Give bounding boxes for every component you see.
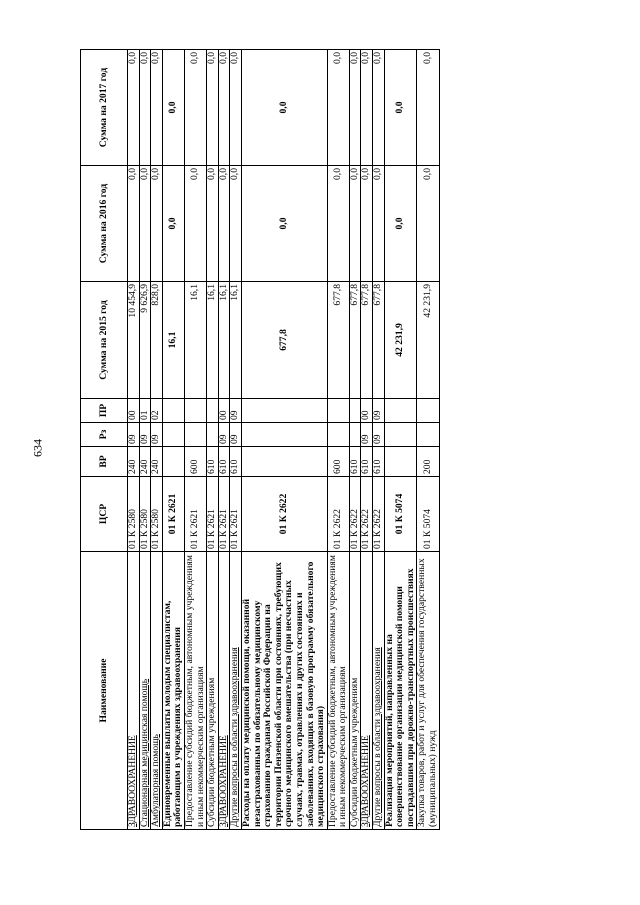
table-row xyxy=(417,50,439,830)
cell-2016: 0,0 xyxy=(384,166,417,282)
table-row xyxy=(230,50,242,830)
cell-2016: 0,0 xyxy=(128,166,140,282)
cell-pr: 09 xyxy=(373,399,385,423)
header-name: Наименование xyxy=(81,552,128,830)
cell-vr: 240 xyxy=(139,447,151,477)
cell-pr xyxy=(417,399,439,423)
cell-vr: 610 xyxy=(207,447,219,477)
cell-2015: 677,8 xyxy=(349,282,361,399)
cell-csr: 01 К 2580 xyxy=(139,477,151,552)
cell-name: Другие вопросы в области здравоохранения xyxy=(373,552,385,830)
cell-rz xyxy=(207,423,219,447)
cell-name: Предоставление субсидий бюджетным, автономным учреждениям и иным некоммерческим организациям xyxy=(327,552,349,830)
table-row xyxy=(384,50,417,830)
cell-name: Стационарная медицинская помощь xyxy=(139,552,151,830)
cell-2016: 0,0 xyxy=(207,166,219,282)
cell-2016: 0,0 xyxy=(151,166,163,282)
cell-2016: 0,0 xyxy=(349,166,361,282)
cell-pr xyxy=(327,399,349,423)
cell-2016: 0,0 xyxy=(218,166,230,282)
cell-vr xyxy=(241,447,327,477)
cell-2016: 0,0 xyxy=(139,166,151,282)
cell-2017: 0,0 xyxy=(184,50,206,166)
cell-2017: 0,0 xyxy=(373,50,385,166)
cell-name: ЗДРАВООХРАНЕНИЕ xyxy=(218,552,230,830)
cell-2016: 0,0 xyxy=(361,166,373,282)
header-2016: Сумма на 2016 год xyxy=(81,166,128,282)
cell-name: Расходы на оплату медицинской помощи, оказанной незастрахованным по обязательному медицинскому страхованию гражданам Российской Федерации на территории Пензенской области при состояниях, требующих срочного медицинского вмешательства (при несчастных случаях, травмах, отравлениях и других состояниях и заболеваниях, входящих в базовую программу обязательного медицинского страхования) xyxy=(241,552,327,830)
cell-csr: 01 К 5074 xyxy=(417,477,439,552)
cell-rz xyxy=(384,423,417,447)
cell-name: Реализация мероприятий, направленных на совершенствование организации медицинской помощи пострадавшим при дорожно-транспортных происшествиях xyxy=(384,552,417,830)
cell-rz: 09 xyxy=(373,423,385,447)
cell-pr: 02 xyxy=(151,399,163,423)
cell-2015: 16,1 xyxy=(218,282,230,399)
cell-csr: 01 К 2621 xyxy=(230,477,242,552)
table-row xyxy=(128,50,140,830)
cell-csr: 01 К 2621 xyxy=(184,477,206,552)
header-vr: ВР xyxy=(81,447,128,477)
cell-2016: 0,0 xyxy=(162,166,184,282)
cell-2015: 677,8 xyxy=(327,282,349,399)
cell-2015: 16,1 xyxy=(162,282,184,399)
cell-2015: 42 231,9 xyxy=(384,282,417,399)
cell-2017: 0,0 xyxy=(151,50,163,166)
header-rz: Рз xyxy=(81,423,128,447)
cell-csr: 01 К 2621 xyxy=(207,477,219,552)
cell-rz xyxy=(349,423,361,447)
cell-name: Закупка товаров, работ и услуг для обеспечения государственных (муниципальных) нужд xyxy=(417,552,439,830)
header-2015: Сумма на 2015 год xyxy=(81,282,128,399)
cell-2017: 0,0 xyxy=(361,50,373,166)
cell-name: Субсидии бюджетным учреждениям xyxy=(349,552,361,830)
cell-2015: 16,1 xyxy=(230,282,242,399)
cell-2015: 677,8 xyxy=(241,282,327,399)
cell-2015: 16,1 xyxy=(184,282,206,399)
cell-2016: 0,0 xyxy=(241,166,327,282)
cell-pr xyxy=(162,399,184,423)
cell-rz xyxy=(162,423,184,447)
cell-rz: 09 xyxy=(128,423,140,447)
cell-pr: 01 xyxy=(139,399,151,423)
table-row xyxy=(207,50,219,830)
cell-2015: 677,8 xyxy=(361,282,373,399)
cell-rz xyxy=(417,423,439,447)
cell-name: Другие вопросы в области здравоохранения xyxy=(230,552,242,830)
cell-2015: 42 231,9 xyxy=(417,282,439,399)
cell-pr xyxy=(349,399,361,423)
cell-rz: 09 xyxy=(139,423,151,447)
cell-2016: 0,0 xyxy=(327,166,349,282)
table-row xyxy=(373,50,385,830)
cell-2016: 0,0 xyxy=(230,166,242,282)
cell-rz: 09 xyxy=(230,423,242,447)
cell-2017: 0,0 xyxy=(139,50,151,166)
cell-vr: 610 xyxy=(373,447,385,477)
cell-csr: 01 К 5074 xyxy=(384,477,417,552)
cell-2017: 0,0 xyxy=(162,50,184,166)
cell-vr: 600 xyxy=(327,447,349,477)
cell-csr: 01 К 2621 xyxy=(218,477,230,552)
cell-2017: 0,0 xyxy=(417,50,439,166)
header-csr: ЦСР xyxy=(81,477,128,552)
cell-vr: 200 xyxy=(417,447,439,477)
table-row xyxy=(327,50,349,830)
cell-csr: 01 К 2621 xyxy=(162,477,184,552)
cell-2015: 10 454,9 xyxy=(128,282,140,399)
cell-name: ЗДРАВООХРАНЕНИЕ xyxy=(361,552,373,830)
cell-pr xyxy=(207,399,219,423)
cell-2017: 0,0 xyxy=(327,50,349,166)
cell-2017: 0,0 xyxy=(230,50,242,166)
budget-table xyxy=(80,49,440,830)
table-row xyxy=(361,50,373,830)
cell-rz xyxy=(241,423,327,447)
cell-name: Предоставление субсидий бюджетным, автономным учреждениям и иным некоммерческим организациям xyxy=(184,552,206,830)
cell-name: Единовременные выплаты молодым специалистам, работающим в учреждениях здравоохранения xyxy=(162,552,184,830)
cell-vr xyxy=(162,447,184,477)
cell-rz: 09 xyxy=(151,423,163,447)
table-row xyxy=(151,50,163,830)
cell-2017: 0,0 xyxy=(128,50,140,166)
cell-2016: 0,0 xyxy=(373,166,385,282)
cell-2015: 677,8 xyxy=(373,282,385,399)
cell-pr xyxy=(241,399,327,423)
cell-pr xyxy=(184,399,206,423)
cell-rz xyxy=(184,423,206,447)
header-pr: ПР xyxy=(81,399,128,423)
cell-vr: 240 xyxy=(151,447,163,477)
table-row xyxy=(349,50,361,830)
cell-name: Субсидии бюджетным учреждениям xyxy=(207,552,219,830)
table-row xyxy=(162,50,184,830)
cell-csr: 01 К 2580 xyxy=(128,477,140,552)
table-body xyxy=(128,50,440,830)
cell-csr: 01 К 2622 xyxy=(327,477,349,552)
cell-pr xyxy=(384,399,417,423)
table-row xyxy=(139,50,151,830)
cell-csr: 01 К 2622 xyxy=(349,477,361,552)
cell-2017: 0,0 xyxy=(349,50,361,166)
cell-vr: 610 xyxy=(218,447,230,477)
cell-2015: 9 626,9 xyxy=(139,282,151,399)
cell-vr: 240 xyxy=(128,447,140,477)
cell-vr: 610 xyxy=(230,447,242,477)
cell-csr: 01 К 2580 xyxy=(151,477,163,552)
cell-vr xyxy=(384,447,417,477)
cell-2017: 0,0 xyxy=(384,50,417,166)
table-row xyxy=(241,50,327,830)
rotated-page xyxy=(80,50,560,830)
cell-vr: 610 xyxy=(361,447,373,477)
page-number: 634 xyxy=(30,439,45,457)
header-row xyxy=(81,50,128,830)
header-2017: Сумма на 2017 год xyxy=(81,50,128,166)
cell-rz xyxy=(327,423,349,447)
cell-csr: 01 К 2622 xyxy=(241,477,327,552)
cell-2016: 0,0 xyxy=(417,166,439,282)
cell-pr: 00 xyxy=(218,399,230,423)
cell-name: Амбулаторная помощь xyxy=(151,552,163,830)
cell-pr: 00 xyxy=(128,399,140,423)
cell-name: ЗДРАВООХРАНЕНИЕ xyxy=(128,552,140,830)
cell-vr: 610 xyxy=(349,447,361,477)
cell-2017: 0,0 xyxy=(218,50,230,166)
cell-vr: 600 xyxy=(184,447,206,477)
cell-csr: 01 К 2622 xyxy=(373,477,385,552)
cell-2017: 0,0 xyxy=(207,50,219,166)
table-row xyxy=(218,50,230,830)
cell-2016: 0,0 xyxy=(184,166,206,282)
cell-2015: 16,1 xyxy=(207,282,219,399)
cell-csr: 01 К 2622 xyxy=(361,477,373,552)
table-row xyxy=(184,50,206,830)
cell-2017: 0,0 xyxy=(241,50,327,166)
cell-2015: 828,0 xyxy=(151,282,163,399)
cell-pr: 00 xyxy=(361,399,373,423)
cell-rz: 09 xyxy=(218,423,230,447)
cell-pr: 09 xyxy=(230,399,242,423)
cell-rz: 09 xyxy=(361,423,373,447)
